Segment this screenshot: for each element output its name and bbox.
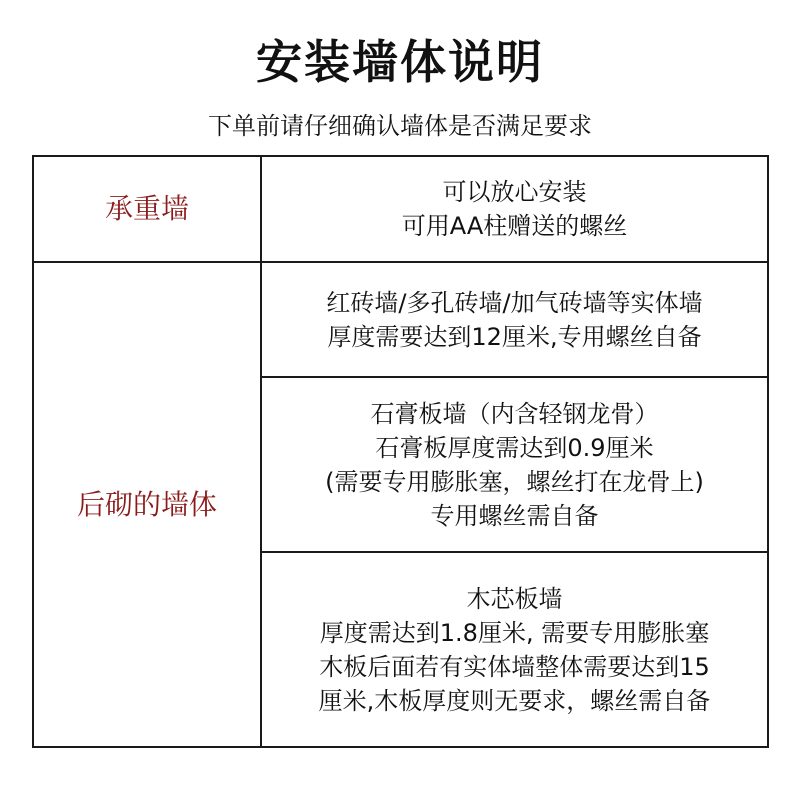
row-label-cell [34,157,260,261]
content-line: 厚度需达到1.8厘米, 需要专用膨胀塞 [319,618,710,647]
row-label-load-bearing: 承重墙 [104,192,189,225]
content-line: 厘米,木板厚度则无要求，螺丝需自备 [318,686,711,715]
content-line: 红砖墙/多孔砖墙/加气砖墙等实体墙 [326,288,703,317]
content-line: 石膏板厚度需达到0.9厘米 [375,433,654,462]
content-cell-load-bearing [262,157,767,261]
content-line: (需要专用膨胀塞，螺丝打在龙骨上) [325,467,704,496]
content-line: 木芯板墙 [466,584,563,613]
content-cell-wood-core-wall [262,553,767,746]
content-line: 木板后面若有实体墙整体需要达到15 [319,652,710,681]
wall-install-table [32,155,769,748]
page-title: 安装墙体说明 [256,35,544,89]
content-cell-solid-wall [262,263,767,376]
content-line: 可以放心安装 [442,178,587,206]
content-line: 专用螺丝需自备 [430,501,599,530]
content-line: 石膏板墙（内含轻钢龙骨） [370,399,659,428]
page-subtitle: 下单前请仔细确认墙体是否满足要求 [208,112,592,140]
row-label-later-built: 后砌的墙体 [76,487,217,521]
content-cell-gypsum-wall [262,378,767,551]
row-label-cell [34,263,260,746]
content-line: 厚度需要达到12厘米,专用螺丝自备 [327,322,702,351]
content-line: 可用AA柱赠送的螺丝 [401,212,628,240]
